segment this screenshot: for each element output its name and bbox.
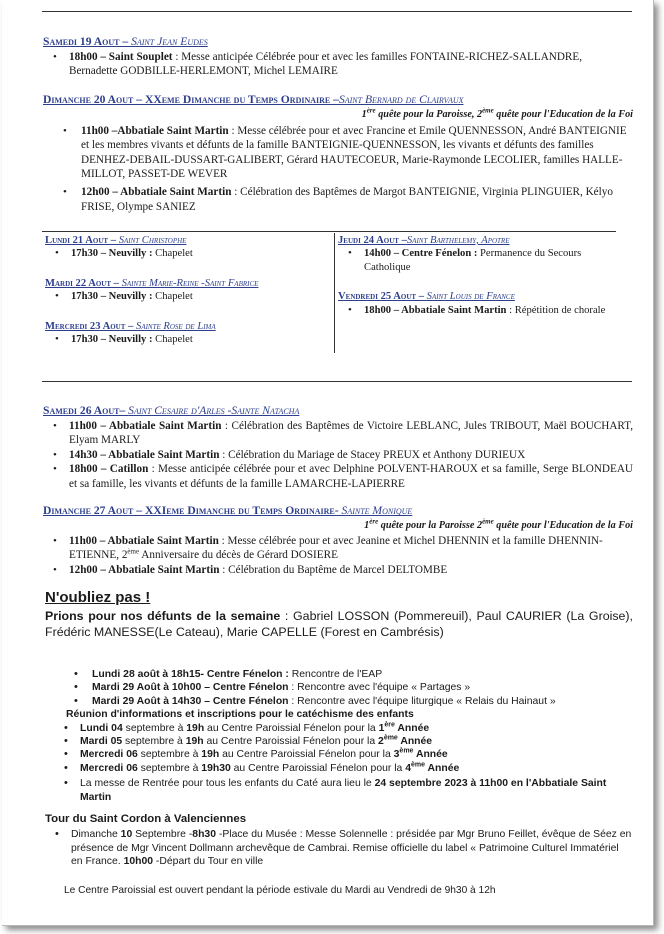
mid-rule bbox=[42, 381, 632, 382]
day-heading: Lundi 21 Aout – Saint Christophe bbox=[45, 235, 187, 246]
list-item: • 11h00 –Abbatiale Saint Martin : Messe célébrée pour et avec Francine et Emile QUENNESSON, André BANTEIGNIE et les membres vivants et défunts de la famille BANTEIGNIE-QUENNESSON, les vivants et défunts des familles DENHEZ-DEBAIL-DUSSART-GALIBERT, Gérard HAUTECOEUR, Marie-Raymonde LECOLIER, familles HALLE-MILLOT, PASSET-DE WEVER bbox=[43, 124, 633, 182]
events-section bbox=[54, 668, 632, 804]
week-right-column bbox=[338, 234, 616, 317]
day-heading: Dimanche 20 Aout – XXeme Dimanche du Temps Ordinaire –Saint Bernard de Clairvaux bbox=[43, 93, 464, 106]
list-item: • Mercredi 06 septembre à 19h30 au Centre Paroissial Fénelon pour la 4ème Année bbox=[54, 762, 632, 775]
day-heading: Mardi 22 Aout – Sainte Marie-Reine -Saint Fabrice bbox=[45, 277, 259, 289]
section-dimanche-20 bbox=[43, 93, 633, 214]
list-item: • 11h00 – Abbatiale Saint Martin : Célébration des Baptêmes de Victoire LEBLANC, Jules TRIBOUT, Maël BOUCHART, Elyam MARLY bbox=[43, 419, 633, 448]
list-item: • Mercredi 06 septembre à 19h au Centre Paroissial Fénelon pour la 3ème Année bbox=[54, 748, 632, 761]
section-samedi-19 bbox=[43, 35, 633, 79]
day-heading: Jeudi 24 Aout –Saint Barthelemy, Apotre bbox=[338, 235, 510, 246]
reminder-section bbox=[45, 591, 633, 640]
list-item: • 17h30 – Neuvilly : Chapelet bbox=[45, 247, 333, 260]
catechism-heading: Réunion d'informations et inscriptions pour le catéchisme des enfants bbox=[66, 709, 414, 721]
tour-title: Tour du Saint Cordon à Valenciennes bbox=[45, 813, 247, 825]
day-heading: Mercredi 23 Aout – Sainte Rose de Lima bbox=[45, 320, 216, 332]
week-top-rule bbox=[42, 231, 616, 232]
bulletin-page bbox=[2, 0, 654, 926]
list-item: • La messe de Rentrée pour tous les enfants du Caté aura lieu le 24 septembre 2023 à 11h00 en l'Abbatiale Saint Martin bbox=[54, 777, 632, 804]
week-column-divider bbox=[334, 233, 335, 353]
section-dimanche-27 bbox=[43, 504, 633, 577]
week-left-column bbox=[45, 234, 333, 346]
footer-note: Le Centre Paroissial est ouvert pendant la période estivale du Mardi au Vendredi de 9h30 à 12h bbox=[64, 885, 496, 896]
list-item: • 12h00 – Abbatiale Saint Martin : Célébration du Baptême de Marcel DELTOMBE bbox=[43, 563, 633, 578]
prions-paragraph: Prions pour nos défunts de la semaine : Gabriel LOSSON (Pommereuil), Paul CAURIER (La Groise), Frédéric MANESSE(Le Cateau), Marie CAPELLE (Forest en Cambrésis) bbox=[45, 608, 633, 639]
section-samedi-26 bbox=[43, 404, 633, 492]
reminder-title: N'oubliez pas ! bbox=[45, 589, 151, 606]
list-item: • 17h30 – Neuvilly : Chapelet bbox=[45, 290, 333, 303]
list-item: • 17h30 – Neuvilly : Chapelet bbox=[45, 333, 333, 346]
list-item: • 18h00 – Abbatiale Saint Martin : Répétition de chorale bbox=[338, 304, 616, 317]
list-item: • 14h30 – Abbatiale Saint Martin : Célébration du Mariage de Stacey PREUX et Anthony DURIEUX bbox=[43, 448, 633, 463]
day-heading: Samedi 26 Aout– Saint Cesaire d'Arles -Sainte Natacha bbox=[43, 404, 300, 417]
list-item: • Mardi 29 Août à 14h30 – Centre Fénelon : Rencontre avec l'équipe liturgique « Relais du Hainaut » bbox=[54, 695, 632, 708]
day-heading: Dimanche 27 Aout – XXIeme Dimanche du Temps Ordinaire- Sainte Monique bbox=[43, 504, 413, 517]
list-item: • Mardi 05 septembre à 19h au Centre Paroissial Fénelon pour la 2ème Année bbox=[54, 735, 632, 748]
list-item: • Dimanche 10 Septembre -8h30 -Place du Musée : Messe Solennelle : présidée par Mgr Bruno Feillet, évêque de Séez en présence de Mgr Vincent Dollmann archevêque de Cambrai. Remise officielle du label « Patrimoine Culturel Immatériel en France. 10h00 -Départ du Tour en ville bbox=[45, 828, 633, 868]
list-item: • 18h00 – Saint Souplet : Messe anticipée Célébrée pour et avec les familles FONTAINE-RICHEZ-SALLANDRE, Bernadette GODBILLE-HERLEMONT, Michel LEMAIRE bbox=[43, 50, 633, 79]
list-item: • 11h00 – Abbatiale Saint Martin : Messe célébrée pour et avec Jeanine et Michel DHENNIN et la famille DHENNIN-ETIENNE, 2ème Anniversaire du décès de Gérard DOSIERE bbox=[43, 534, 633, 563]
list-item: • 18h00 – Catillon : Messe anticipée célébrée pour et avec Delphine POLVENT-HAROUX et sa famille, Serge BLONDEAU et sa famille, les vivants et défunts de la famille LAMARCHE-LAPIERRE bbox=[43, 462, 633, 491]
day-heading: Samedi 19 Aout – Saint Jean Eudes bbox=[43, 35, 208, 48]
list-item: • Lundi 04 septembre à 19h au Centre Paroissial Fénelon pour la 1ère Année bbox=[54, 722, 632, 735]
tour-section bbox=[45, 813, 633, 869]
list-item: • 12h00 – Abbatiale Saint Martin : Célébration des Baptêmes de Margot BANTEIGNIE, Virginia PLINGUIER, Kélyo FRISE, Olympe SANIEZ bbox=[43, 185, 633, 214]
quete-note: 1ère quête pour la Paroisse, 2ème quête pour l'Education de la Foi bbox=[361, 106, 633, 120]
day-heading: Vendredi 25 Aout – Saint Louis de France bbox=[338, 291, 515, 303]
quete-note: 1ère quête pour la Paroisse 2ème quête pour l'Education de la Foi bbox=[364, 517, 633, 531]
list-item: • 14h00 – Centre Fénelon : Permanence du Secours Catholique bbox=[338, 247, 616, 274]
list-item: • Lundi 28 août à 18h15- Centre Fénelon : Rencontre de l'EAP bbox=[54, 668, 632, 681]
list-item: • Mardi 29 Août à 10h00 – Centre Fénelon : Rencontre avec l'équipe « Partages » bbox=[54, 681, 632, 694]
top-rule bbox=[42, 11, 632, 12]
